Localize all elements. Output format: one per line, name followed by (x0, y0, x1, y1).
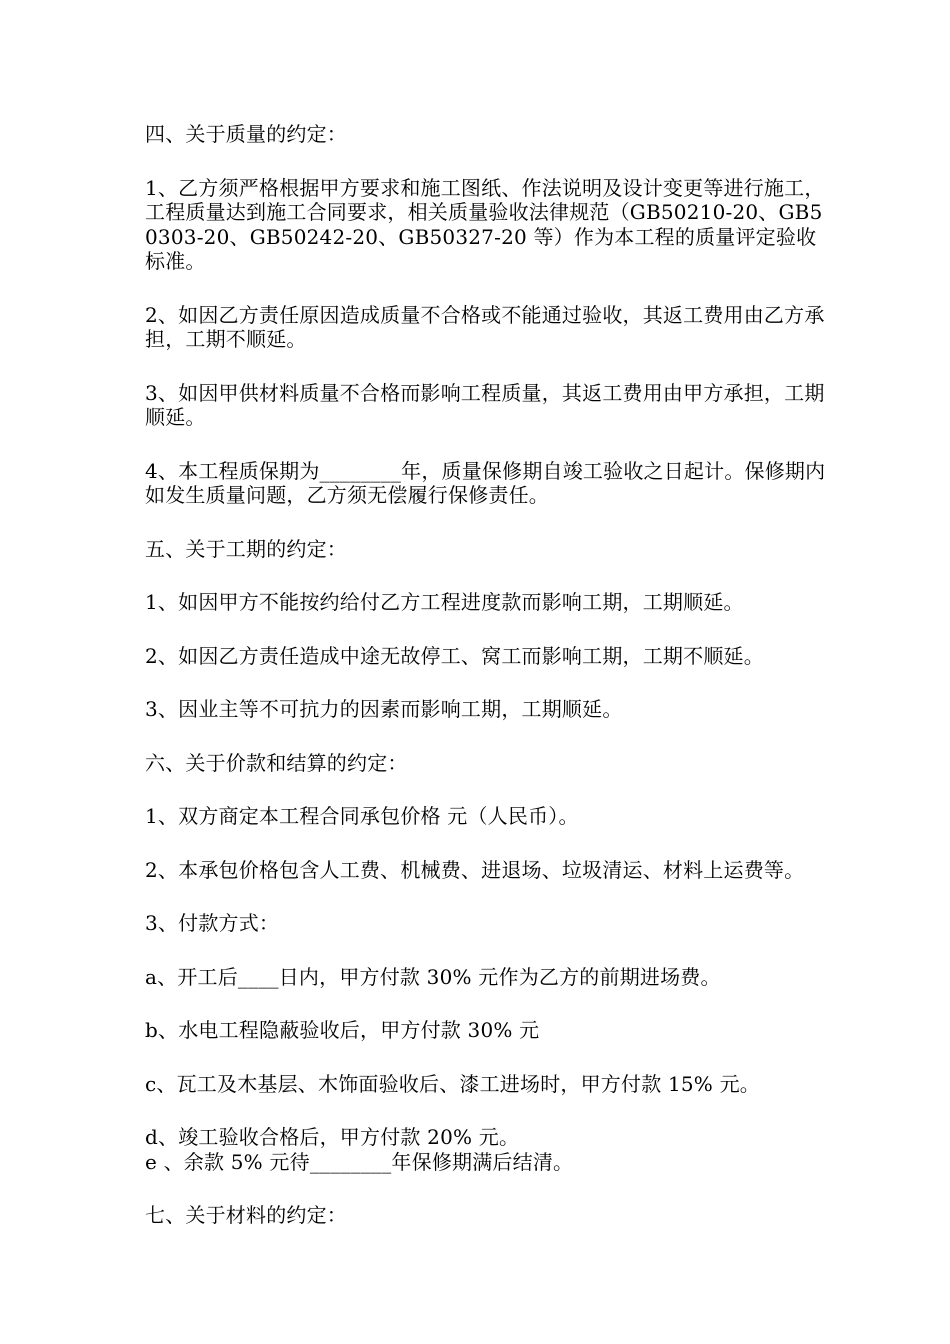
schedule-clause-2: 2、如因乙方责任造成中途无故停工、窝工而影响工期，工期不顺延。 (145, 643, 764, 668)
quality-clause-1: 1、乙方须严格根据甲方要求和施工图纸、作法说明及设计变更等进行施工，工程质量达到施工合同要求，相关质量验收法律规范（GB50210-20、GB50303-20、GB50242-20、GB50327-20 等）作为本工程的质量评定验收标准。 (145, 175, 825, 273)
payment-clause-1: 1、双方商定本工程合同承包价格 元（人民币）。 (145, 804, 579, 828)
payment-item-e: e 、余款 5% 元待________年保修期满后结清。 (145, 1149, 574, 1174)
section-heading-materials: 七、关于材料的约定： (145, 1203, 347, 1227)
schedule-clause-3: 3、因业主等不可抗力的因素而影响工期，工期顺延。 (145, 697, 623, 721)
quality-clause-2: 2、如因乙方责任原因造成质量不合格或不能通过验收，其返工费用由乙方承担，工期不顺延。 (145, 302, 825, 351)
schedule-clause-1: 1、如因甲方不能按约给付乙方工程进度款而影响工期，工期顺延。 (145, 590, 744, 614)
document-page (145, 122, 835, 1257)
payment-item-b: b、水电工程隐蔽验收后，甲方付款 30% 元 (145, 1018, 540, 1042)
quality-clause-3: 3、如因甲供材料质量不合格而影响工程质量，其返工费用由甲方承担，工期顺延。 (145, 380, 825, 429)
section-heading-quality: 四、关于质量的约定： (145, 122, 347, 146)
payment-item-a: a、开工后____日内，甲方付款 30% 元作为乙方的前期进场费。 (145, 964, 721, 989)
quality-clause-4: 4、本工程质保期为________年，质量保修期自竣工验收之日起计。保修期内如发生质量问题，乙方须无偿履行保修责任。 (145, 458, 826, 507)
payment-item-c: c、瓦工及木基层、木饰面验收后、漆工进场时，甲方付款 15% 元。 (145, 1071, 760, 1096)
payment-clause-2: 2、本承包价格包含人工费、机械费、进退场、垃圾清运、材料上运费等。 (145, 857, 805, 882)
payment-item-d: d、竣工验收合格后，甲方付款 20% 元。 (145, 1125, 520, 1149)
section-heading-payment: 六、关于价款和结算的约定： (145, 750, 408, 775)
payment-clause-3: 3、付款方式： (145, 911, 280, 935)
section-heading-schedule: 五、关于工期的约定： (145, 536, 347, 561)
